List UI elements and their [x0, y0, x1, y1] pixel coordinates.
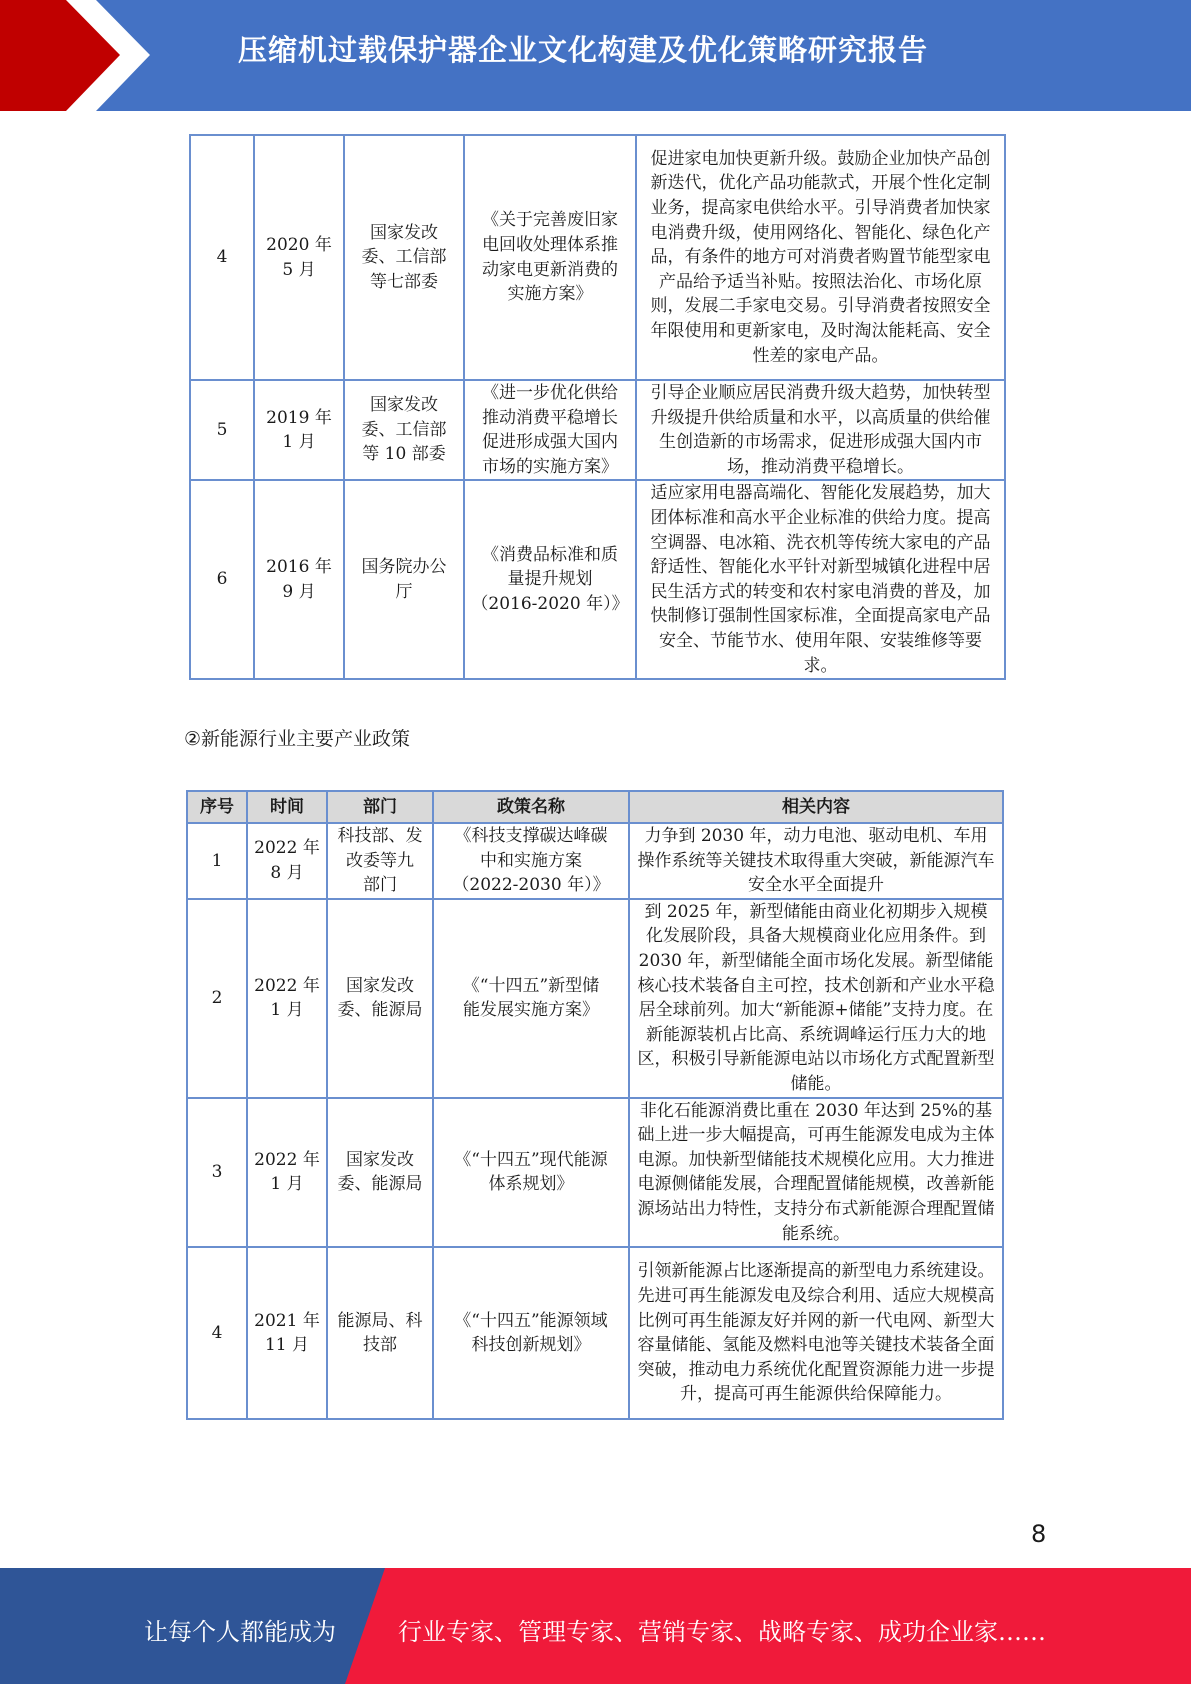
cell-content: 到 2025 年，新型储能由商业化初期步入规模化发展阶段，具备大规模商业化应用条件。到 2030 年，新型储能全面市场化发展。新型储能核心技术装备自主可控，技术创新和产业水平稳居全球前列。加大“新能源+储能”支持力度。在新能源装机占比高、系统调峰运行压力大的地区，积极引导新能源电站以市场化方式配置新型储能。 — [629, 899, 1003, 1098]
cell-content: 非化石能源消费比重在 2030 年达到 25%的基础上进一步大幅提高，可再生能源发电成为主体电源。加快新型储能技术规模化应用。大力推进电源侧储能发展，合理配置储能规模，改善新能源场站出力特性，支持分布式新能源合理配置储能系统。 — [629, 1098, 1003, 1248]
table-row — [187, 1247, 1003, 1419]
cell-policy: 《进一步优化供给 推动消费平稳增长 促进形成强大国内 市场的实施方案》 — [464, 380, 636, 480]
cell-dept: 国家发改 委、工信部 等七部委 — [344, 135, 464, 380]
cell-content: 引导企业顺应居民消费升级大趋势，加快转型升级提升供给质量和水平，以高质量的供给催生创造新的市场需求，促进形成强大国内市场，推动消费平稳增长。 — [636, 380, 1005, 480]
cell-content: 适应家用电器高端化、智能化发展趋势，加大团体标准和高水平企业标准的供给力度。提高空调器、电冰箱、洗衣机等传统大家电的产品舒适性、智能化水平针对新型城镇化进程中居民生活方式的转变和农村家电消费的普及，加快制修订强制性国家标准，全面提高家电产品安全、节能节水、使用年限、安装维修等要求。 — [636, 480, 1005, 679]
cell-no: 2 — [187, 899, 247, 1098]
table-row — [190, 380, 1005, 480]
footer-slogan-left: 让每个人都能成为 — [144, 1618, 336, 1646]
cell-policy: 《消费品标准和质 量提升规划 （2016-2020 年）》 — [464, 480, 636, 679]
cell-policy: 《“十四五”新型储 能发展实施方案》 — [433, 899, 629, 1098]
header-arrow-decoration — [0, 0, 160, 111]
report-title: 压缩机过载保护器企业文化构建及优化策略研究报告 — [238, 33, 929, 67]
table-row — [190, 135, 1005, 380]
cell-policy: 《科技支撑碳达峰碳 中和实施方案 （2022-2030 年）》 — [433, 823, 629, 899]
cell-no: 3 — [187, 1098, 247, 1248]
page-header — [0, 0, 1191, 111]
cell-time: 2020 年 5 月 — [254, 135, 344, 380]
cell-policy: 《“十四五”现代能源 体系规划》 — [433, 1098, 629, 1248]
page-footer — [0, 1568, 1191, 1684]
table-row — [187, 823, 1003, 899]
table-header-row — [187, 791, 1003, 823]
cell-time: 2016 年 9 月 — [254, 480, 344, 679]
cell-no: 6 — [190, 480, 254, 679]
table-row — [187, 1098, 1003, 1248]
appliance-policy-table — [189, 134, 1006, 680]
header-no: 序号 — [187, 791, 247, 823]
new-energy-policy-table — [186, 790, 1004, 1420]
cell-policy: 《“十四五”能源领域 科技创新规划》 — [433, 1247, 629, 1419]
cell-time: 2019 年 1 月 — [254, 380, 344, 480]
header-time: 时间 — [247, 791, 327, 823]
section-heading: ②新能源行业主要产业政策 — [184, 728, 411, 750]
cell-no: 5 — [190, 380, 254, 480]
cell-time: 2022 年 1 月 — [247, 1098, 327, 1248]
page-number: 8 — [1031, 1520, 1047, 1548]
cell-time: 2021 年 11 月 — [247, 1247, 327, 1419]
cell-time: 2022 年 1 月 — [247, 899, 327, 1098]
header-content: 相关内容 — [629, 791, 1003, 823]
footer-slogan-right: 行业专家、管理专家、营销专家、战略专家、成功企业家…… — [398, 1618, 1046, 1646]
cell-dept: 国务院办公 厅 — [344, 480, 464, 679]
cell-content: 力争到 2030 年，动力电池、驱动电机、车用操作系统等关键技术取得重大突破，新能源汽车安全水平全面提升 — [629, 823, 1003, 899]
cell-content: 促进家电加快更新升级。鼓励企业加快产品创新迭代，优化产品功能款式，开展个性化定制业务，提高家电供给水平。引导消费者加快家电消费升级，使用网络化、智能化、绿色化产品，有条件的地方可对消费者购置节能型家电产品给予适当补贴。按照法治化、市场化原则，发展二手家电交易。引导消费者按照安全年限使用和更新家电，及时淘汰能耗高、安全性差的家电产品。 — [636, 135, 1005, 380]
cell-policy: 《关于完善废旧家 电回收处理体系推 动家电更新消费的 实施方案》 — [464, 135, 636, 380]
header-dept: 部门 — [327, 791, 433, 823]
cell-no: 4 — [187, 1247, 247, 1419]
cell-dept: 国家发改 委、能源局 — [327, 899, 433, 1098]
header-policy: 政策名称 — [433, 791, 629, 823]
cell-dept: 科技部、发 改委等九 部门 — [327, 823, 433, 899]
cell-dept: 国家发改 委、工信部 等 10 部委 — [344, 380, 464, 480]
table-row — [187, 899, 1003, 1098]
cell-content: 引领新能源占比逐渐提高的新型电力系统建设。先进可再生能源发电及综合利用、适应大规模高比例可再生能源友好并网的新一代电网、新型大容量储能、氢能及燃料电池等关键技术装备全面突破，推动电力系统优化配置资源能力进一步提升，提高可再生能源供给保障能力。 — [629, 1247, 1003, 1419]
cell-no: 1 — [187, 823, 247, 899]
table-row — [190, 480, 1005, 679]
cell-no: 4 — [190, 135, 254, 380]
cell-dept: 国家发改 委、能源局 — [327, 1098, 433, 1248]
cell-time: 2022 年 8 月 — [247, 823, 327, 899]
cell-dept: 能源局、科 技部 — [327, 1247, 433, 1419]
